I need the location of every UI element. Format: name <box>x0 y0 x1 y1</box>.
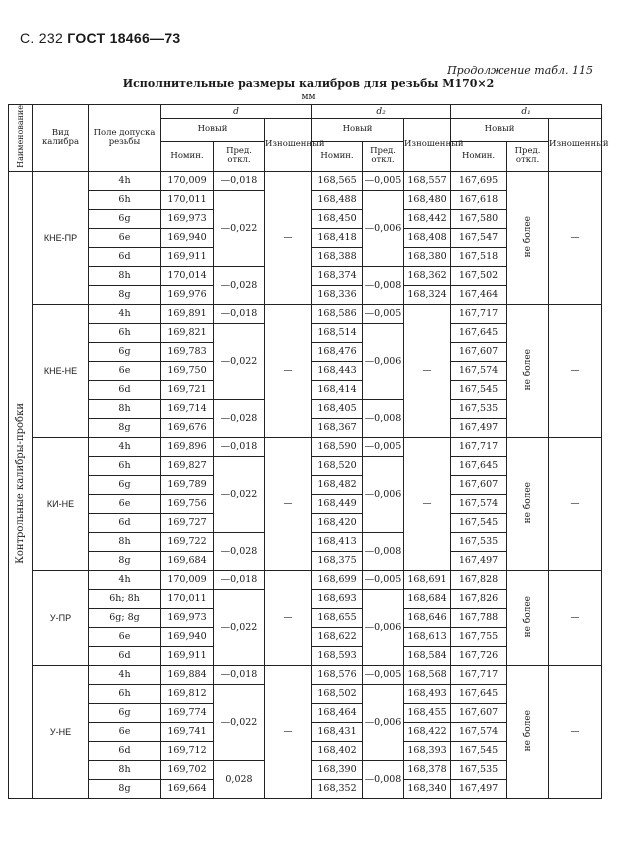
d1-nominal: 167,497 <box>451 551 507 570</box>
d1-nominal: 167,607 <box>451 342 507 361</box>
not-more-label: не более <box>522 709 533 752</box>
d2-deviation: —0,008 <box>363 532 404 570</box>
group-label-cell <box>9 171 33 798</box>
gauge-kind: КНЕ-ПР <box>33 171 89 304</box>
d2-nominal: 168,431 <box>312 722 363 741</box>
d2-nominal: 168,414 <box>312 380 363 399</box>
header-d1-new: Новый <box>451 119 549 142</box>
tolerance-field: 8h <box>89 266 161 285</box>
d-worn: — <box>265 570 312 665</box>
d2-worn: 168,584 <box>404 646 451 665</box>
page-header <box>20 30 181 46</box>
tolerance-field: 6e <box>89 627 161 646</box>
d1-worn: — <box>549 570 602 665</box>
d1-worn: — <box>549 171 602 304</box>
d2-worn: 168,646 <box>404 608 451 627</box>
header-d2-new: Новый <box>312 119 404 142</box>
d2-worn: 168,340 <box>404 779 451 798</box>
d-nominal: 170,009 <box>161 171 214 190</box>
d2-nominal: 168,336 <box>312 285 363 304</box>
d2-nominal: 168,586 <box>312 304 363 323</box>
d-nominal: 170,009 <box>161 570 214 589</box>
d-deviation: —0,022 <box>214 456 265 532</box>
d1-nominal: 167,545 <box>451 380 507 399</box>
d1-nominal: 167,464 <box>451 285 507 304</box>
header-d-dev: Пред. откл. <box>214 141 265 171</box>
d2-nominal: 168,420 <box>312 513 363 532</box>
d1-nominal: 167,574 <box>451 722 507 741</box>
d2-worn: 168,691 <box>404 570 451 589</box>
tolerance-field: 6d <box>89 380 161 399</box>
d2-deviation: —0,008 <box>363 760 404 798</box>
d2-worn: 168,442 <box>404 209 451 228</box>
header-kind: Вид калибра <box>33 105 89 172</box>
d2-deviation: —0,005 <box>363 171 404 190</box>
d2-worn: 168,378 <box>404 760 451 779</box>
d1-nominal: 167,755 <box>451 627 507 646</box>
d-nominal: 169,741 <box>161 722 214 741</box>
tolerance-field: 6d <box>89 741 161 760</box>
d-nominal: 169,911 <box>161 247 214 266</box>
d1-nominal: 167,574 <box>451 494 507 513</box>
d2-worn: 168,684 <box>404 589 451 608</box>
header-d2-nom: Номин. <box>312 141 363 171</box>
d2-nominal: 168,482 <box>312 475 363 494</box>
d1-nominal: 167,535 <box>451 532 507 551</box>
not-more-label: не более <box>522 595 533 638</box>
d2-nominal: 168,655 <box>312 608 363 627</box>
d2-nominal: 168,450 <box>312 209 363 228</box>
d2-deviation: —0,005 <box>363 437 404 456</box>
d-nominal: 169,976 <box>161 285 214 304</box>
d-nominal: 169,891 <box>161 304 214 323</box>
d-nominal: 169,884 <box>161 665 214 684</box>
tolerance-field: 6e <box>89 722 161 741</box>
tolerance-field: 6h <box>89 456 161 475</box>
d2-nominal: 168,449 <box>312 494 363 513</box>
d-nominal: 169,676 <box>161 418 214 437</box>
d2-nominal: 168,514 <box>312 323 363 342</box>
d-deviation: —0,018 <box>214 570 265 589</box>
d-nominal: 169,714 <box>161 399 214 418</box>
table-row <box>9 570 602 589</box>
d2-worn: 168,380 <box>404 247 451 266</box>
d2-nominal: 168,443 <box>312 361 363 380</box>
d2-nominal: 168,502 <box>312 684 363 703</box>
tolerance-field: 8g <box>89 551 161 570</box>
tolerance-field: 8g <box>89 418 161 437</box>
header-name: Наименование <box>9 105 33 172</box>
header-d1-worn: Изношенный <box>549 119 602 172</box>
header-d1-nom: Номин. <box>451 141 507 171</box>
d-deviation: —0,018 <box>214 171 265 190</box>
gauge-kind: У-НЕ <box>33 665 89 798</box>
d2-deviation: —0,006 <box>363 456 404 532</box>
d1-nominal: 167,717 <box>451 304 507 323</box>
tolerance-field: 6h <box>89 684 161 703</box>
standard-code: ГОСТ 18466—73 <box>67 30 181 46</box>
dimensions-table <box>8 104 609 799</box>
tolerance-field: 6g <box>89 475 161 494</box>
d2-nominal: 168,520 <box>312 456 363 475</box>
unit-label: мм <box>301 92 316 102</box>
d2-nominal: 168,405 <box>312 399 363 418</box>
d-nominal: 169,774 <box>161 703 214 722</box>
tolerance-field: 4h <box>89 665 161 684</box>
d1-nominal: 167,828 <box>451 570 507 589</box>
d2-nominal: 168,488 <box>312 190 363 209</box>
header-d-new: Новый <box>161 119 265 142</box>
d2-nominal: 168,375 <box>312 551 363 570</box>
table-row <box>9 665 602 684</box>
d1-deviation <box>507 570 549 665</box>
tolerance-field: 4h <box>89 437 161 456</box>
tolerance-field: 6d <box>89 247 161 266</box>
d-worn: — <box>265 437 312 570</box>
d-nominal: 170,011 <box>161 589 214 608</box>
d2-nominal: 168,388 <box>312 247 363 266</box>
not-more-label: не более <box>522 348 533 391</box>
d1-nominal: 167,518 <box>451 247 507 266</box>
d2-worn: — <box>404 437 451 570</box>
d1-nominal: 167,717 <box>451 665 507 684</box>
gauge-kind: У-ПР <box>33 570 89 665</box>
d1-deviation <box>507 171 549 304</box>
table-row <box>9 437 602 456</box>
d-nominal: 169,821 <box>161 323 214 342</box>
tolerance-field: 4h <box>89 304 161 323</box>
d2-nominal: 168,352 <box>312 779 363 798</box>
d-nominal: 169,827 <box>161 456 214 475</box>
tolerance-field: 6e <box>89 361 161 380</box>
tolerance-field: 6g <box>89 342 161 361</box>
d-nominal: 169,684 <box>161 551 214 570</box>
gauge-kind: КНЕ-НЕ <box>33 304 89 437</box>
d1-nominal: 167,607 <box>451 703 507 722</box>
d-nominal: 169,940 <box>161 228 214 247</box>
d-nominal: 169,940 <box>161 627 214 646</box>
d1-nominal: 167,607 <box>451 475 507 494</box>
d1-nominal: 167,826 <box>451 589 507 608</box>
d1-nominal: 167,645 <box>451 323 507 342</box>
d2-worn: — <box>404 304 451 437</box>
d-deviation: —0,022 <box>214 190 265 266</box>
d-nominal: 169,664 <box>161 779 214 798</box>
d2-nominal: 168,576 <box>312 665 363 684</box>
tolerance-field: 6h; 8h <box>89 589 161 608</box>
d2-nominal: 168,374 <box>312 266 363 285</box>
d-nominal: 169,789 <box>161 475 214 494</box>
header-d1: d₁ <box>451 105 602 119</box>
d2-nominal: 168,402 <box>312 741 363 760</box>
tolerance-field: 6e <box>89 228 161 247</box>
table-row <box>9 171 602 190</box>
d1-nominal: 167,695 <box>451 171 507 190</box>
d1-nominal: 167,497 <box>451 418 507 437</box>
d2-worn: 168,557 <box>404 171 451 190</box>
d-deviation: —0,018 <box>214 665 265 684</box>
tolerance-field: 8g <box>89 779 161 798</box>
d2-deviation: —0,005 <box>363 304 404 323</box>
tolerance-field: 8h <box>89 760 161 779</box>
d2-worn: 168,455 <box>404 703 451 722</box>
header-d-nom: Номин. <box>161 141 214 171</box>
d-deviation: —0,022 <box>214 589 265 665</box>
d2-deviation: —0,006 <box>363 323 404 399</box>
d2-deviation: —0,005 <box>363 570 404 589</box>
d-nominal: 169,812 <box>161 684 214 703</box>
d1-worn: — <box>549 665 602 798</box>
d1-nominal: 167,547 <box>451 228 507 247</box>
tolerance-field: 6g <box>89 703 161 722</box>
d1-nominal: 167,545 <box>451 741 507 760</box>
header-d2: d₂ <box>312 105 451 119</box>
d-deviation: —0,018 <box>214 304 265 323</box>
d-nominal: 169,756 <box>161 494 214 513</box>
d1-nominal: 167,545 <box>451 513 507 532</box>
d-deviation: —0,028 <box>214 532 265 570</box>
d1-nominal: 167,645 <box>451 456 507 475</box>
d2-nominal: 168,413 <box>312 532 363 551</box>
tolerance-field: 6d <box>89 513 161 532</box>
tolerance-field: 8g <box>89 285 161 304</box>
d-nominal: 169,783 <box>161 342 214 361</box>
tolerance-field: 4h <box>89 171 161 190</box>
d1-deviation <box>507 304 549 437</box>
d-nominal: 169,712 <box>161 741 214 760</box>
d1-nominal: 167,580 <box>451 209 507 228</box>
tolerance-field: 6g; 8g <box>89 608 161 627</box>
d1-worn: — <box>549 304 602 437</box>
d2-worn: 168,568 <box>404 665 451 684</box>
d2-worn: 168,393 <box>404 741 451 760</box>
d1-nominal: 167,502 <box>451 266 507 285</box>
d-worn: — <box>265 171 312 304</box>
tolerance-field: 6h <box>89 190 161 209</box>
header-d-worn: Изношенный <box>265 119 312 172</box>
d1-nominal: 167,726 <box>451 646 507 665</box>
tolerance-field: 4h <box>89 570 161 589</box>
d-nominal: 169,973 <box>161 608 214 627</box>
d2-deviation: —0,006 <box>363 684 404 760</box>
d-deviation: —0,022 <box>214 323 265 399</box>
d1-worn: — <box>549 437 602 570</box>
tolerance-field: 6g <box>89 209 161 228</box>
group-label: Контрольные калибры-пробки <box>15 402 26 564</box>
d2-nominal: 168,390 <box>312 760 363 779</box>
table-row <box>9 304 602 323</box>
d-nominal: 169,702 <box>161 760 214 779</box>
d1-nominal: 167,497 <box>451 779 507 798</box>
d-nominal: 170,011 <box>161 190 214 209</box>
d2-worn: 168,422 <box>404 722 451 741</box>
not-more-label: не более <box>522 481 533 524</box>
d1-nominal: 167,618 <box>451 190 507 209</box>
d1-nominal: 167,574 <box>451 361 507 380</box>
header-d2-dev: Пред. откл. <box>363 141 404 171</box>
d1-deviation <box>507 437 549 570</box>
d-nominal: 170,014 <box>161 266 214 285</box>
d2-deviation: —0,008 <box>363 266 404 304</box>
d2-nominal: 168,418 <box>312 228 363 247</box>
d-nominal: 169,722 <box>161 532 214 551</box>
d2-nominal: 168,622 <box>312 627 363 646</box>
d2-nominal: 168,693 <box>312 589 363 608</box>
gauge-kind: КИ-НЕ <box>33 437 89 570</box>
d-deviation: 0,028 <box>214 760 265 798</box>
d1-nominal: 167,717 <box>451 437 507 456</box>
d2-worn: 168,324 <box>404 285 451 304</box>
d-worn: — <box>265 665 312 798</box>
tolerance-field: 8h <box>89 399 161 418</box>
tolerance-field: 6d <box>89 646 161 665</box>
d-nominal: 169,896 <box>161 437 214 456</box>
d2-worn: 168,493 <box>404 684 451 703</box>
d2-nominal: 168,367 <box>312 418 363 437</box>
header-d1-dev: Пред. откл. <box>507 141 549 171</box>
table-body <box>9 171 602 798</box>
header-field: Поле допуска резьбы <box>89 105 161 172</box>
d1-nominal: 167,645 <box>451 684 507 703</box>
d-deviation: —0,022 <box>214 684 265 760</box>
d2-nominal: 168,593 <box>312 646 363 665</box>
d1-deviation <box>507 665 549 798</box>
d1-nominal: 167,788 <box>451 608 507 627</box>
d2-worn: 168,408 <box>404 228 451 247</box>
header-d2-worn: Изношенный <box>404 119 451 172</box>
d-deviation: —0,018 <box>214 437 265 456</box>
d-nominal: 169,973 <box>161 209 214 228</box>
d2-deviation: —0,005 <box>363 665 404 684</box>
page-number: С. 232 <box>20 30 64 46</box>
table-title: Исполнительные размеры калибров для резьбы М170×2 <box>122 77 495 90</box>
d-nominal: 169,727 <box>161 513 214 532</box>
tolerance-field: 6h <box>89 323 161 342</box>
d2-nominal: 168,565 <box>312 171 363 190</box>
d2-nominal: 168,464 <box>312 703 363 722</box>
d2-worn: 168,362 <box>404 266 451 285</box>
d2-worn: 168,613 <box>404 627 451 646</box>
d-deviation: —0,028 <box>214 266 265 304</box>
table-continuation-note: Продолжение табл. 115 <box>447 64 593 77</box>
d-nominal: 169,911 <box>161 646 214 665</box>
not-more-label: не более <box>522 215 533 258</box>
header-d: d <box>161 105 312 119</box>
d-nominal: 169,750 <box>161 361 214 380</box>
d2-deviation: —0,006 <box>363 589 404 665</box>
tolerance-field: 8h <box>89 532 161 551</box>
d-worn: — <box>265 304 312 437</box>
d-nominal: 169,721 <box>161 380 214 399</box>
d1-nominal: 167,535 <box>451 760 507 779</box>
d-deviation: —0,028 <box>214 399 265 437</box>
d2-nominal: 168,590 <box>312 437 363 456</box>
d1-nominal: 167,535 <box>451 399 507 418</box>
d2-deviation: —0,006 <box>363 190 404 266</box>
d2-worn: 168,480 <box>404 190 451 209</box>
d2-nominal: 168,476 <box>312 342 363 361</box>
tolerance-field: 6e <box>89 494 161 513</box>
d2-deviation: —0,008 <box>363 399 404 437</box>
d2-nominal: 168,699 <box>312 570 363 589</box>
